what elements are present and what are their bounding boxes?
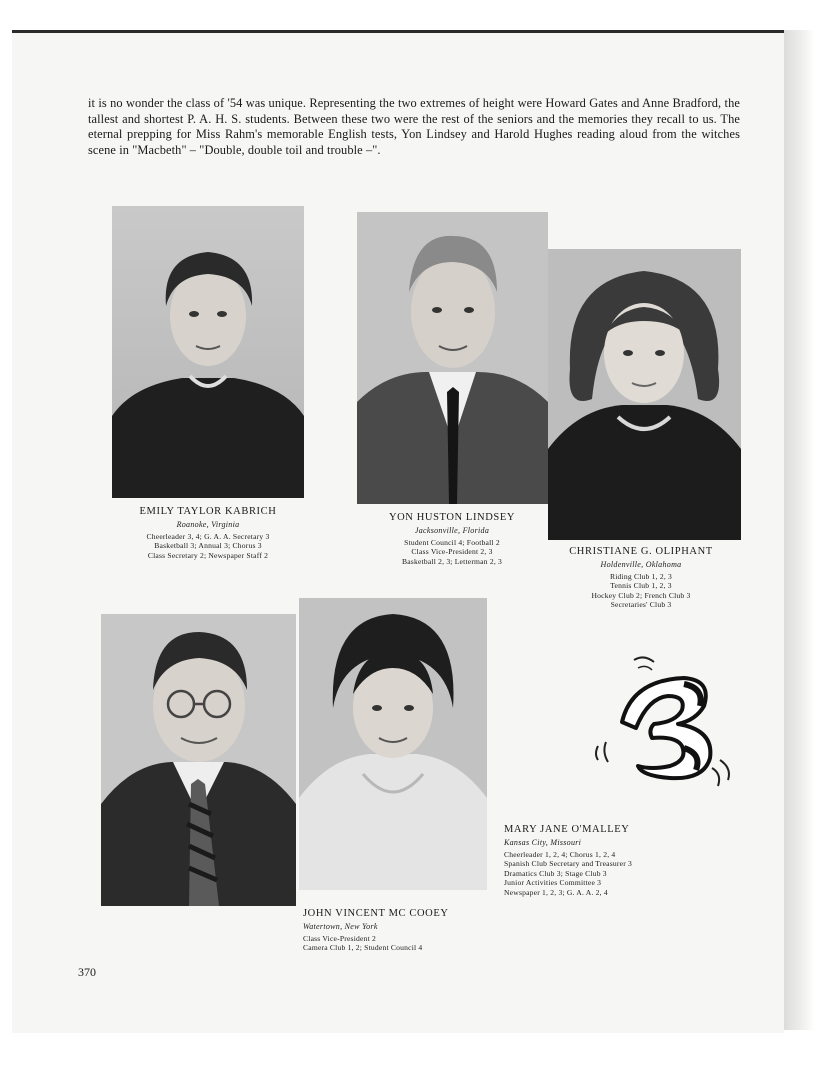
intro-paragraph: it is no wonder the class of '54 was unique. Representing the two extremes of height were Howard Gates and Anne Bradford, the tallest and shortest P. A. H. S. students. Between these two were the rest of the seniors and the memories they recall to us. The eternal prepping for Miss Rahm's memorable English tests, Yon Lindsey and Harold Hughes reading aloud from the witches scene in "Macbeth" – "Double, double toil and trouble –". xyxy=(88,96,740,157)
senior-activities: Class Vice-President 2 Camera Club 1, 2; Student Council 4 xyxy=(303,934,423,953)
senior-activities: Student Council 4; Football 2 Class Vice-President 2, 3 Basketball 2, 3; Letterman 2, 3 xyxy=(401,538,503,566)
page-number: 370 xyxy=(78,965,96,979)
senior-name: MARY JANE O'MALLEY xyxy=(504,824,630,835)
senior-hometown: Watertown, New York xyxy=(303,922,378,931)
portrait-yon-lindsey xyxy=(357,212,548,504)
caption-yon-lindsey xyxy=(352,512,552,566)
cartoon-mascot-illustration xyxy=(592,650,742,800)
senior-name: EMILY TAYLOR KABRICH xyxy=(139,506,277,517)
portrait-emily-kabrich xyxy=(112,206,304,498)
senior-name: YON HUSTON LINDSEY xyxy=(388,512,516,523)
senior-hometown: Jacksonville, Florida xyxy=(414,526,490,535)
caption-mary-jane-omalley xyxy=(504,824,734,897)
portrait-john-mccooey xyxy=(101,614,296,906)
portrait-christiane-oliphant xyxy=(548,249,741,540)
caption-christiane-oliphant xyxy=(548,546,734,610)
page-binding-edge xyxy=(784,30,814,1030)
senior-activities: Riding Club 1, 2, 3 Tennis Club 1, 2, 3 Hockey Club 2; French Club 3 Secretaries' Club 3 xyxy=(591,572,691,610)
senior-hometown: Roanoke, Virginia xyxy=(176,520,240,529)
senior-activities: Cheerleader 3, 4; G. A. A. Secretary 3 Basketball 3; Annual 3; Chorus 3 Class Secretary 2; Newspaper Staff 2 xyxy=(146,532,270,560)
senior-name: JOHN VINCENT MC COOEY xyxy=(303,908,449,919)
senior-activities: Cheerleader 1, 2, 4; Chorus 1, 2, 4 Spanish Club Secretary and Treasurer 3 Dramatics Club 3; Stage Club 3 Junior Activities Committee 3 Newspaper 1, 2, 3; G. A. A. 2, 4 xyxy=(504,850,633,897)
senior-name: CHRISTIANE G. OLIPHANT xyxy=(569,546,713,557)
senior-hometown: Holdenville, Oklahoma xyxy=(600,560,682,569)
caption-emily-kabrich xyxy=(108,506,308,560)
senior-hometown: Kansas City, Missouri xyxy=(504,838,582,847)
portrait-mary-jane-omalley xyxy=(299,598,487,890)
caption-john-mccooey xyxy=(303,908,523,953)
